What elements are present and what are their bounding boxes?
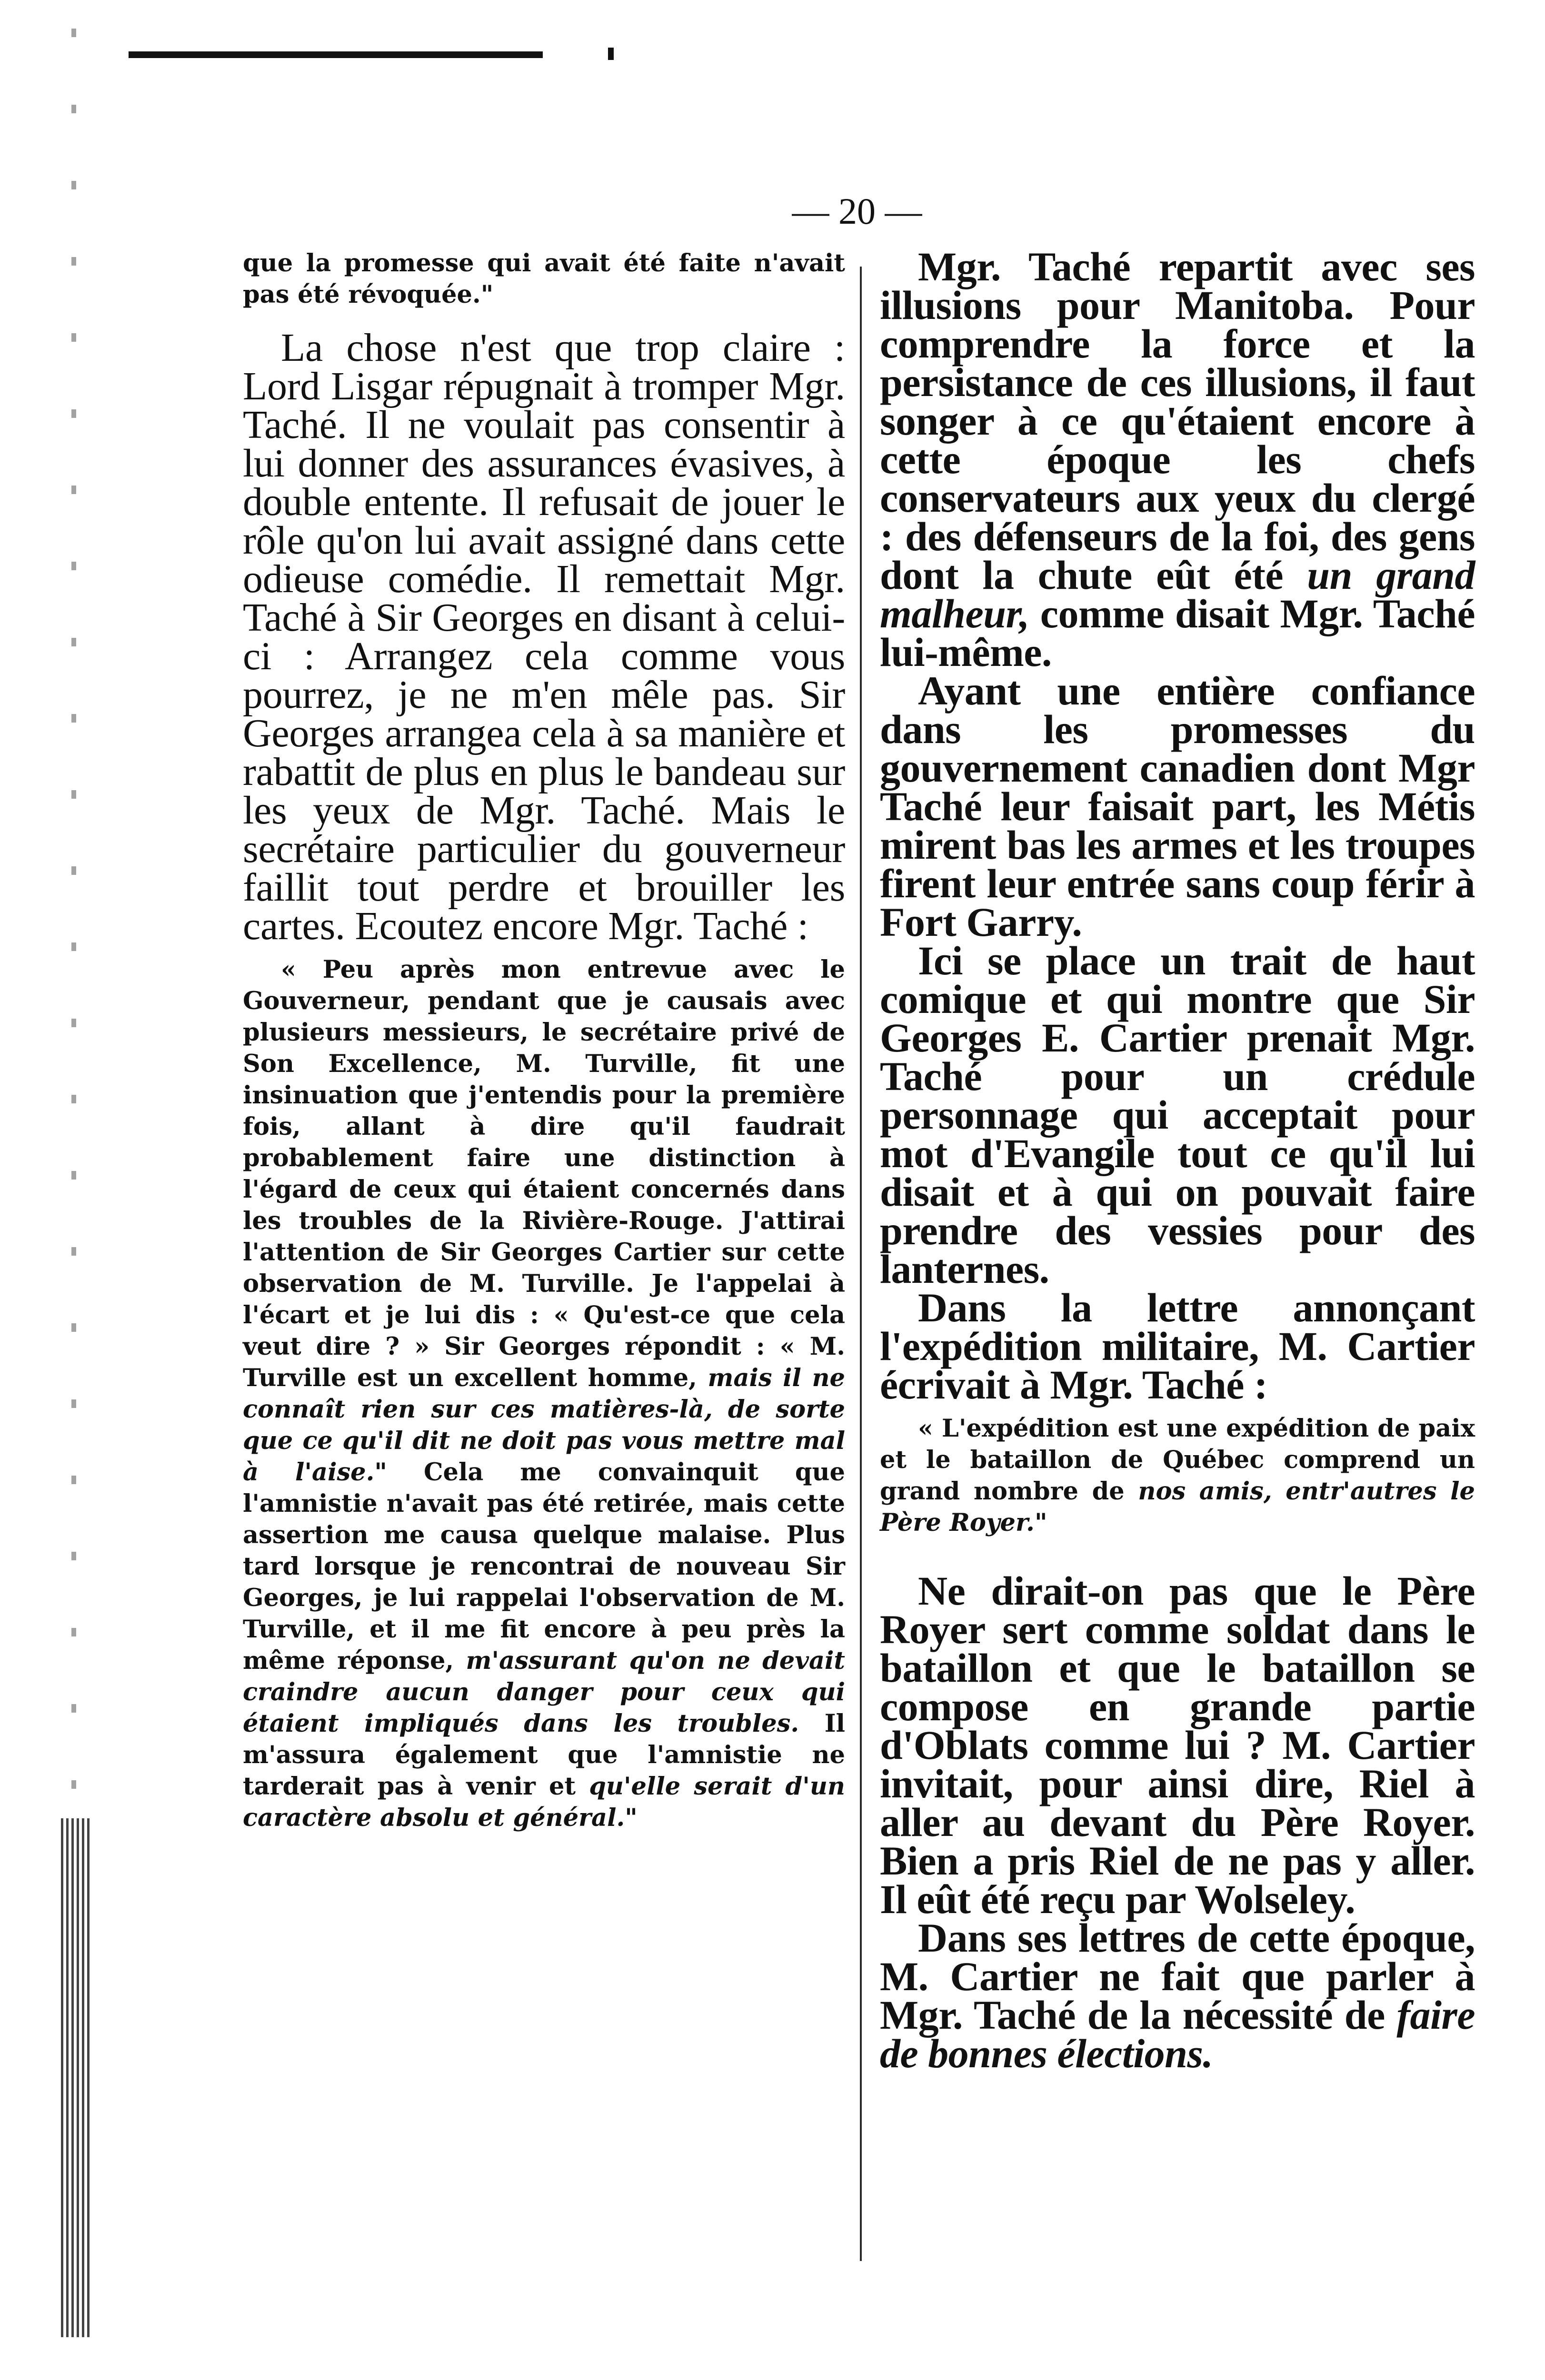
paragraph bbox=[880, 1915, 1475, 2076]
scan-artifact-binding bbox=[61, 1818, 92, 2337]
quote-italic: qu'elle serait d'un caractère absolu et général. bbox=[243, 1772, 845, 1832]
quote-text: " Cela me convainquit que l'amnistie n'avait pas été retirée, mais cette assertion me causa quelque malaise. Plus tard lorsque je rencontrai de nouveau Sir Georges, je lui rappelai l'observation de M. Turville, et il me fit encore à peu près la même réponse, bbox=[243, 1458, 846, 1675]
quote-text: Il m'assura également que l'amnistie ne tarderait pas à venir et bbox=[243, 1709, 845, 1801]
paragraph: La chose n'est que trop claire : Lord Lisgar répugnait à tromper Mgr. Taché. Il ne voulait pas consentir à lui donner des assurances évasives, à double entente. Il refusait de jouer le rôle qu'on lui avait assigné dans cette odieuse comédie. Il remettait Mgr. Taché à Sir Georges en disant à celui-ci : Arrangez cela comme vous pourrez, je ne m'en mêle pas. Sir Georges arrangea cela à sa manière et rabattit de plus en plus le bandeau sur les yeux de Mgr. Taché. Mais le secrétaire particulier du gouverneur faillit tout perdre et brouiller les cartes. Ecoutez encore Mgr. Taché : bbox=[243, 326, 845, 948]
paragraph: Ici se place un trait de haut comique et qui montre que Sir Georges E. Cartier prenait Mgr. Taché pour un crédule personnage qui acceptait pour mot d'Evangile tout ce qu'il lui disait et à qui on pouvait faire prendre des vessies pour des lanternes. bbox=[880, 938, 1475, 1292]
scan-artifact-margin bbox=[71, 29, 76, 1790]
page-number: — 20 — bbox=[792, 190, 922, 232]
paragraph bbox=[880, 244, 1475, 675]
paragraph: Ayant une entière confiance dans les promesses du gouvernement canadien dont Mgr Taché leur faisait part, les Métis mirent bas les armes et les troupes firent leur entrée sans coup férir à Fort Garry. bbox=[880, 668, 1475, 945]
quote-text: " bbox=[625, 1804, 638, 1832]
quote-continuation: que la promesse qui avait été faite n'avait pas été révoquée." bbox=[243, 249, 845, 309]
left-column bbox=[243, 248, 845, 1834]
paragraph-italic: faire de bonnes élections. bbox=[880, 1992, 1475, 2076]
quote-italic: nos amis, entr'autres le Père Royer. bbox=[880, 1477, 1475, 1537]
scan-artifact-rule bbox=[129, 51, 543, 58]
paragraph: Dans la lettre annonçant l'expédition militaire, M. Cartier écrivait à Mgr. Taché : bbox=[880, 1285, 1475, 1408]
quote-text: « L'expédition est une expédition de paix et le bataillon de Québec comprend un grand nombre de bbox=[880, 1414, 1475, 1506]
paragraph-text: Mgr. Taché repartit avec ses illusions pour Manitoba. Pour comprendre la force et la persistance de ces illusions, il faut songer à ce qu'étaient encore à cette époque les chefs conservateurs aux yeux du clergé : des défenseurs de la foi, des gens dont la chute eût été bbox=[880, 244, 1475, 598]
quote-italic: mais il ne connaît rien sur ces matières-là, de sorte que ce qu'il dit ne doit pas vous mettre mal à l'aise. bbox=[243, 1364, 845, 1487]
paragraph-text: Dans ses lettres de cette époque, M. Cartier ne fait que parler à Mgr. Taché de la nécessité de bbox=[880, 1915, 1475, 2038]
paragraph: Ne dirait-on pas que le Père Royer sert comme soldat dans le bataillon et que le bataillon se compose en grande partie d'Oblats comme lui ? M. Cartier invitait, pour ainsi dire, Riel à aller au devant du Père Royer. Bien a pris Riel de ne pas y aller. Il eût été reçu par Wolseley. bbox=[880, 1568, 1475, 1922]
quote-text: « Peu après mon entrevue avec le Gouverneur, pendant que je causais avec plusieurs messieurs, le secrétaire privé de Son Excellence, M. Turville, fit une insinuation que j'entendis pour la première fois, allant à dire qu'il faudrait probablement faire une distinction à l'égard de ceux qui étaient concernés dans les troubles de la Rivière-Rouge. J'attirai l'attention de Sir Georges Cartier sur cette observation de M. Turville. Je l'appelai à l'écart et je lui dis : « Qu'est-ce que cela veut dire ? » Sir Georges répondit : « M. Turville est un excellent homme, bbox=[243, 955, 845, 1392]
scan-artifact-mark bbox=[608, 48, 614, 60]
quote-text: " bbox=[1034, 1508, 1047, 1537]
block-quote bbox=[243, 954, 845, 1834]
paragraph-text: comme disait Mgr. Taché lui-même. bbox=[880, 591, 1475, 675]
paragraph-italic: un grand malheur, bbox=[880, 552, 1475, 636]
right-column bbox=[880, 244, 1475, 2076]
block-quote bbox=[880, 1413, 1475, 1538]
quote-italic: m'assurant qu'on ne devait craindre aucun danger pour ceux qui étaient impliqués dans les troubles. bbox=[243, 1646, 845, 1738]
column-divider bbox=[860, 267, 862, 2261]
